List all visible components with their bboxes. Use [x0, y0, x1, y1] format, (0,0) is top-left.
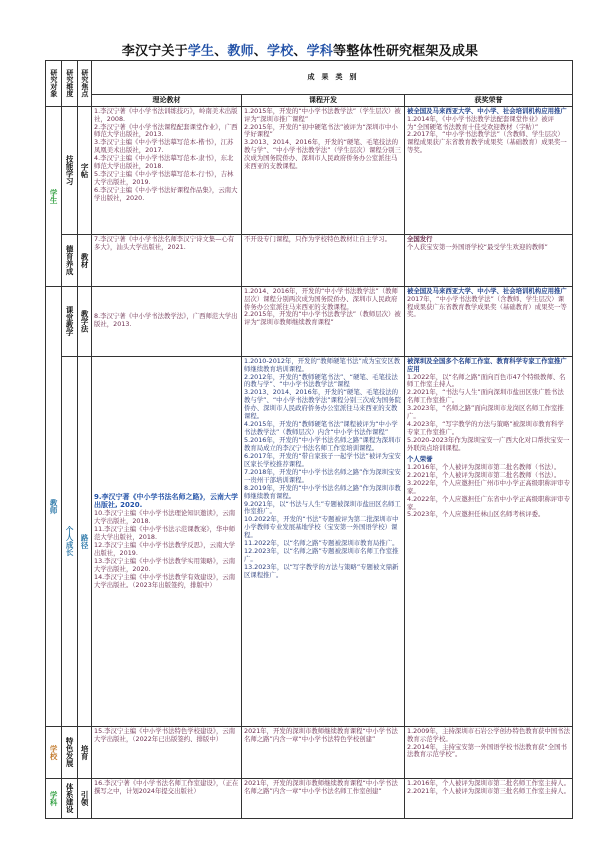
growth-textbook-cell	[92, 356, 242, 726]
school-course-cell: 2021年，开发的深圳市教师继续教育课程“中小学书法名师之路”内含一章“中小学书法特色学校创建”	[242, 726, 405, 778]
list-item: 个人获宝安第一外国语学校“最受学生欢迎的教师”	[407, 242, 548, 251]
list-item: 6.李汉宁主编《中小学书法好课程作品集》，云南大学出版社，2020.	[94, 186, 238, 202]
classroom-course-cell	[242, 286, 405, 356]
header-theory-textbook: 理论教材	[92, 95, 242, 107]
award-heading: 被全国及马来西亚大学、中小学、社会培训机构应用推广	[407, 286, 567, 295]
list-item: 7.2018年，开发的“中小学书法名师之路”作为深圳宝安一贵州干部培训课程。	[244, 467, 401, 484]
list-item: 6.2017年，开发的“带自家孩子一起学书法”被评为宝安区家长学校推荐课程。	[244, 451, 401, 468]
list-item: 12.2023年，以“名师之路”专题被深圳市名师工作室推广。	[244, 547, 399, 564]
list-item: 4.李汉宁主编《中小学书法摹写范本-隶书》，东北师范大学出版社，2018.	[94, 154, 234, 171]
list-item: 2.2021年，“书法与人生”面向深圳市盐田区张广胜书法名师工作室推广。	[407, 388, 564, 405]
dimension-personal-growth: 个人成长	[62, 356, 78, 726]
classroom-awards-cell	[405, 286, 573, 356]
list-item: 2.2012年，开发的“教师硬笔书法”、“硬笔、毛笔技法的教与学”、“中小学书法教学法”课程	[244, 372, 398, 389]
classroom-textbook-cell: 8.李汉宁著《中小学书法教学法》，广西师范大学出版社，2013.	[92, 286, 242, 356]
list-item: 2.2017年，“中小学书法教学法”（含教师、学生层次）课程成果获广东省教育教学成果奖（基础教育）成果奖一等奖。	[407, 130, 567, 155]
focus-leadership: 引领	[78, 778, 92, 818]
header-research-focus: 研究焦点	[78, 61, 92, 107]
header-awards: 获奖荣誉	[405, 95, 573, 107]
list-item: 5.2016年，开发的“中小学书法名师之路”课程为深圳市教育局成立的李汉宁书法名师工作室培训课程。	[244, 436, 401, 452]
list-item: 3.2013、2014、2016年，开发的“硬笔、毛笔技法的教与学”、“中小学书法教学法”（学生层次）课程分别三次成为国务院侨办、深圳市人民政府侨务办公室派往马来西亚的支教课程。	[244, 138, 401, 171]
list-item: 2.2021年，个人被评为深圳市第二批名教师（书法）。	[407, 470, 561, 479]
list-item: 1.2014年，《中小学书法教学法配套课堂作业》被评为“全国硬笔书法教育十佳受欢迎教材（字帖）”	[407, 114, 554, 131]
list-item: 11.2022年，以“名师之路”专题被深圳市教育局推广。	[244, 539, 399, 548]
focus-copybook: 字帖	[78, 106, 92, 234]
header-category: 成 果 类 别	[92, 61, 573, 95]
list-item: 3.李汉宁主编《中小学书法摹写范本-楷书》，江苏凤凰美术出版社，2017.	[94, 138, 234, 155]
title-sep: 、	[214, 44, 228, 59]
list-item: 12.李汉宁主编《中小学书法教学反思》，云南大学出版社，2019.	[94, 540, 236, 557]
title-subject: 学科	[306, 44, 334, 59]
list-item: 1.2022年，以“名师之路”面向百色市47个特级教师、名师工作室主持人。	[407, 372, 566, 389]
award-heading: 被全国及马来西亚大学、中小学、社会培训机构应用推广	[407, 106, 567, 115]
list-item: 2.2021年，个人被评为深圳市第三批名师工作室主持人。	[407, 786, 570, 795]
award-heading: 被深圳及全国多个名师工作室、教育科学专家工作室推广应用	[407, 356, 567, 373]
list-item: 1.2015年，开发的“中小学书法教学法”（学生层次）被评为“深圳市推广课程”	[244, 106, 401, 123]
research-framework-table	[45, 60, 573, 819]
focus-cultivation: 培育	[78, 726, 92, 778]
page-title	[30, 40, 570, 59]
list-item: 13.李汉宁主编《中小学书法教学实用策略》，云南大学出版社，2020.	[94, 556, 236, 573]
list-item: 2.李汉宁著《中小学书法课程配套课堂作业》，广西师范大学出版社，2013.	[94, 122, 238, 139]
list-item: 8.2019年，开发的“中小学书法名师之路”作为深圳市教师继续教育课程。	[244, 483, 401, 500]
list-item: 2.2015年，开发的“中小学书法教学法”（教师层次）被评为“深圳市教师继续教育课程”	[244, 310, 401, 327]
subject-textbook-cell: 16.李汉宁著《中小学书法名师工作室建设》，（正在撰写之中，计划2024年提交出版社）	[92, 778, 242, 818]
header-research-object: 研究对象	[46, 61, 62, 107]
moral-awards-cell	[405, 234, 573, 286]
dimension-classroom-teaching: 课堂教学	[62, 286, 78, 356]
list-item: 5.李汉宁主编《中小学书法摹写范本-行书》，吉林大学出版社，2019.	[94, 170, 234, 187]
list-item: 1.2016年，个人被评为深圳市第二批名师工作室主持人。	[407, 778, 570, 787]
focus-path: 路径	[78, 356, 92, 726]
header-research-dimension: 研究维度	[62, 61, 78, 107]
student-course-cell	[242, 106, 405, 234]
list-item: 4.2023年，“写字教学的方法与策略”被深圳市教育科学专家工作室推广。	[407, 420, 564, 437]
object-student: 学生	[46, 106, 62, 286]
dimension-system-building: 体系建设	[62, 778, 78, 818]
list-item: 1.2010-2012年，开发的“教师硬笔书法”成为宝安区教师继续教育培训课程。	[244, 356, 401, 373]
title-school: 学校	[267, 44, 294, 59]
personal-honors-heading: 个人荣誉	[407, 454, 433, 463]
list-item: 3.2013、2014、2016年，开发的“硬笔、毛笔技法的教与学”、“中小学书法教学法”课程分别三次成为国务院侨办、深圳市人民政府侨务办公室派往马来西亚的支教课程。	[244, 388, 401, 421]
student-textbook-cell	[92, 106, 242, 234]
subject-course-cell: 2021年，开发的深圳市教师继续教育课程“中小学书法名师之路”内含一章“中小学书法名师工作室创建”	[242, 778, 405, 818]
list-item: 9.2021年，以“书法与人生”专题被深圳市盐田区名师工作室推广。	[244, 499, 401, 516]
list-item: 14.李汉宁主编《中小学书法教学有效建设》，云南大学出版社。（2023年出版签约，排版中）	[94, 572, 236, 589]
title-sep: 、	[293, 44, 307, 59]
focus-textbook: 教材	[78, 234, 92, 286]
list-item: 4.2015年，开发的“教师硬笔书法”课程被评为“中小学书法教学法”（教师层次）内含“中小学书法作课程”	[244, 420, 398, 437]
list-item: 1.2009年，主持深圳市石岩公学创办特色教育获中国书法教育示范学校。	[407, 726, 570, 743]
subject-awards-cell	[405, 778, 573, 818]
list-item: 2017年，“中小学书法教学法”（含教师、学生层次）课程成果获广东省教育教学成果奖（基础教育）成果奖一等奖。	[407, 294, 567, 319]
object-teacher: 教师	[46, 286, 62, 726]
list-item: 11.李汉宁主编《中小学书法示范课教案》，华中师范大学出版社，2018.	[94, 525, 236, 541]
list-item: 1.2014、2016年，开发的“中小学书法教学法”（教师层次）课程分别两次成为国务院侨办、深圳市人民政府侨务办公室派往马来西亚的支教课程。	[244, 286, 398, 311]
focus-teaching-method: 教学法	[78, 286, 92, 356]
key-book: 9.李汉宁著《中小学书法名师之路》，云南大学出版社, 2020.	[94, 492, 239, 510]
object-school: 学校	[46, 726, 62, 778]
dimension-moral-cultivation: 德育养成	[62, 234, 78, 286]
list-item: 4.2022年，个人应邀担任广东省中小学正高级职称评审专家。	[407, 494, 570, 511]
award-heading: 全国发行	[407, 234, 433, 243]
school-textbook-cell: 15.李汉宁主编《中小学书法特色学校建设》，云南大学出版社，（2022年已出版签约、排版中）	[92, 726, 242, 778]
header-course-development: 课程开发	[242, 95, 405, 107]
list-item: 13.2023年，以“写字教学的方法与策略”专题被文鼎新区课程推广。	[244, 563, 399, 579]
title-teacher: 教师	[227, 44, 254, 59]
title-student: 学生	[187, 44, 215, 59]
student-awards-cell	[405, 106, 573, 234]
growth-course-cell	[242, 356, 405, 726]
moral-textbook-cell: 7.李汉宁著《中小学书法名师李汉宁诗文集—心有多大》，汕头大学出版社，2021.	[92, 234, 242, 286]
object-subject: 学科	[46, 778, 62, 818]
list-item: 5.2023年，个人应邀担任林山区名师考核评委。	[407, 510, 545, 519]
list-item: 2.2015年，开发的“初中硬笔书法”被评为“深圳市中小学好课程”	[244, 122, 398, 139]
list-item: 3.2023年，“名师之路”面向深圳市龙岗区名师工作室推广。	[407, 404, 564, 421]
title-prefix: 李汉宁关于	[121, 44, 188, 59]
dimension-skill-learning: 技能学习	[62, 106, 78, 234]
title-sep: 、	[253, 44, 267, 59]
moral-course-cell: 不开设专门课程，只作为学校特色教材让自主学习。	[242, 234, 405, 286]
list-item: 10.李汉宁主编《中小学书法理论知识邀读》，云南大学出版社，2018.	[94, 509, 236, 526]
list-item: 1.2016年，个人被评为深圳市第二批名教师（书法）。	[407, 462, 561, 471]
list-item: 5.2020-2023年作为深圳宝安一广西大化对口帮扶宝安一外联岗点培训课程。	[407, 436, 570, 452]
school-awards-cell	[405, 726, 573, 778]
dimension-feature-development: 特色发展	[62, 726, 78, 778]
list-item: 10.2022年，开发的“书法”专题被评为第二批深圳市中小学教师专业发展基地学校（宝安第一外国语学校）课程。	[244, 515, 399, 540]
list-item: 1.李汉宁著《中小学书法训练技巧》，岭南美术出版社，2008.	[94, 106, 238, 123]
title-suffix: 等整体性研究框架及成果	[333, 44, 479, 59]
list-item: 2.2014年，主持宝安第一外国语学校书法教育获“全国书法教育示范学校”。	[407, 742, 567, 759]
growth-awards-cell	[405, 356, 573, 726]
list-item: 3.2022年，个人应邀担任广州市中小学正高级职称评审专家。	[407, 478, 570, 495]
